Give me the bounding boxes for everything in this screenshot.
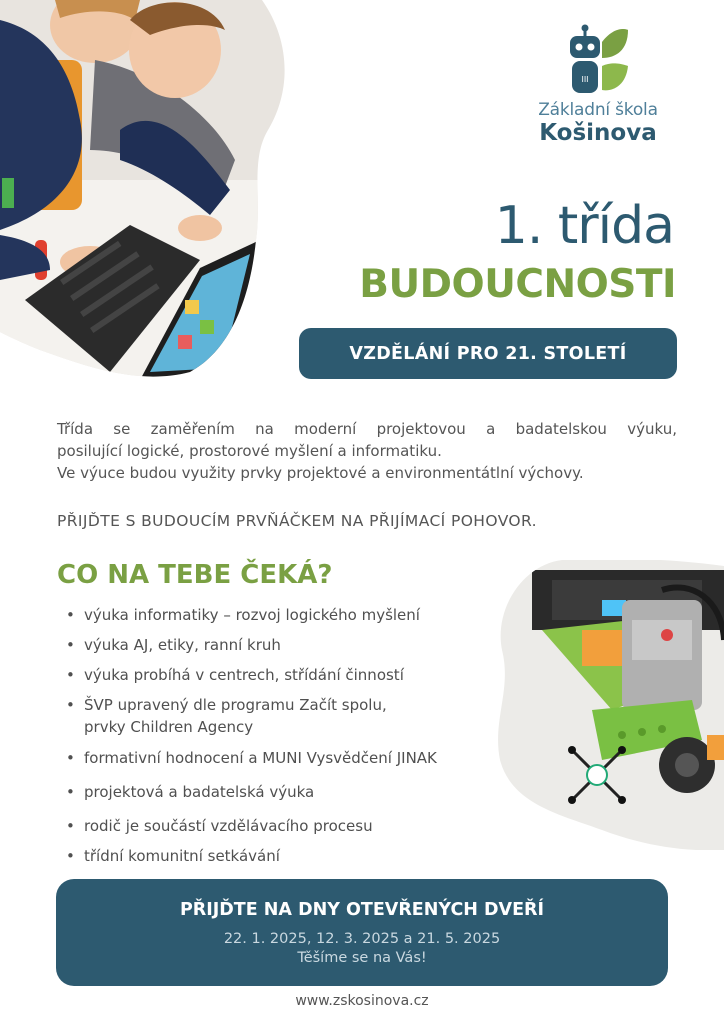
open-days-box (56, 879, 668, 986)
invite-text: PŘIJĎTE S BUDOUCÍM PRVŇÁČKEM NA PŘIJÍMACÍ POHOVOR. (57, 512, 537, 530)
logo-school-name: Košinova (539, 120, 657, 146)
list-item: • formativní hodnocení a MUNI Vysvědčení JINAK (66, 747, 506, 769)
benefits-list (66, 604, 506, 867)
section-heading: CO NA TEBE ČEKÁ? (57, 560, 333, 590)
school-logo (518, 22, 678, 146)
list-item: • rodič je součástí vzdělávacího procesu (66, 815, 506, 837)
intro-line-3: Ve výuce budou využity prvky projektové a environmentátlní výchovy. (57, 464, 584, 482)
robot-leaf-icon (566, 22, 630, 94)
intro-line-1: Třída se zaměřením na moderní projektovou a badatelskou výuku, (57, 420, 677, 438)
intro-line-2: posilující logické, prostorové myšlení a informatiku. (57, 442, 442, 460)
page-title: 1. třída (494, 196, 674, 256)
website-link[interactable]: www.zskosinova.cz (295, 993, 429, 1009)
intro-text (57, 418, 677, 484)
robot-label: III (581, 75, 589, 84)
page-title-highlight: BUDOUCNOSTI (359, 262, 676, 307)
list-item: • výuka probíhá v centrech, střídání činností (66, 664, 506, 686)
list-item: • projektová a badatelská výuka (66, 781, 506, 803)
list-item: • ŠVP upravený dle programu Začít spolu, prvky Children Agency (66, 694, 506, 738)
open-days-dates: 22. 1. 2025, 12. 3. 2025 a 21. 5. 2025 (223, 931, 501, 947)
photo-children-tablet (0, 0, 292, 378)
logo-school-type: Základní škola (538, 100, 658, 120)
list-item: • výuka AJ, etiky, ranní kruh (66, 634, 506, 656)
photo-lego-robot (492, 560, 724, 850)
list-item: • výuka informatiky – rozvoj logického myšlení (66, 604, 506, 626)
subtitle-pill: VZDĚLÁNÍ PRO 21. STOLETÍ (299, 328, 677, 379)
open-days-tagline: Těšíme se na Vás! (297, 950, 427, 966)
list-item: • třídní komunitní setkávání (66, 845, 506, 867)
open-days-heading: PŘIJĎTE NA DNY OTEVŘENÝCH DVEŘÍ (179, 900, 545, 920)
